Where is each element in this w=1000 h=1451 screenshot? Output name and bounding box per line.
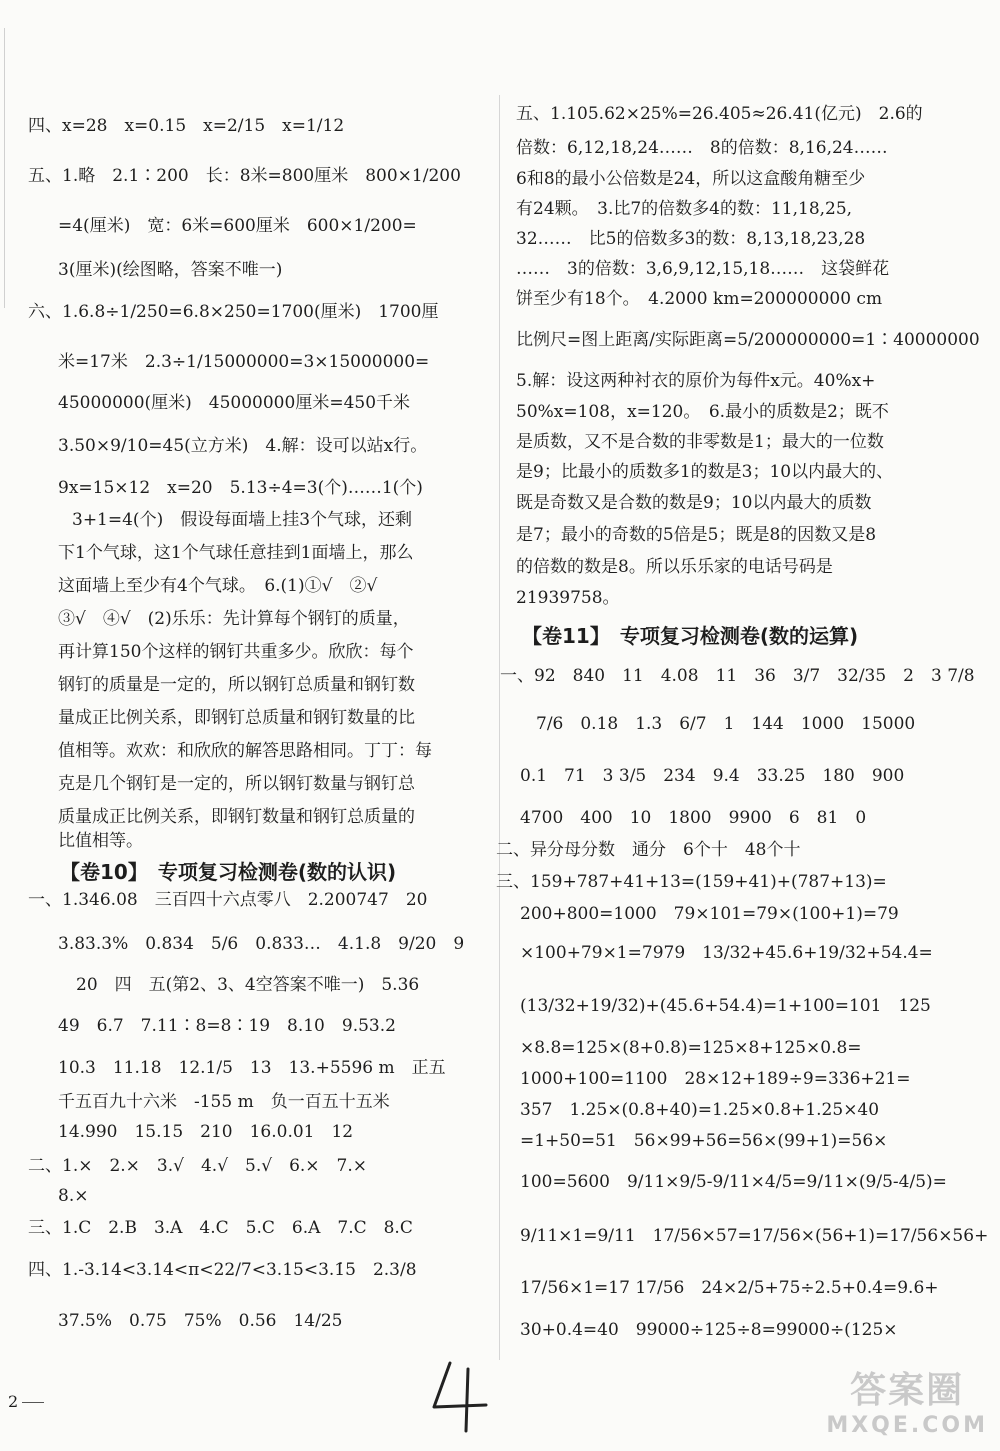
answer-line: 4700 400 10 1800 9900 6 81 0 bbox=[520, 808, 867, 828]
answer-line: =1+50=51 56×99+56=56×(99+1)=56× bbox=[520, 1131, 888, 1151]
answer-line: 四、x=28 x=0.15 x=2/15 x=1/12 bbox=[28, 116, 345, 136]
answer-line: 三、1.C 2.B 3.A 4.C 5.C 6.A 7.C 8.C bbox=[28, 1218, 413, 1238]
answer-line: 三、159+787+41+13=(159+41)+(787+13)= bbox=[496, 872, 887, 892]
answer-line: 50%x=108，x=120。 6.最小的质数是2；既不 bbox=[516, 402, 889, 422]
answer-line: 六、1.6.8÷1/250=6.8×250=1700(厘米) 1700厘 bbox=[28, 302, 439, 322]
answer-line: 0.1 71 3 3/5 234 9.4 33.25 180 900 bbox=[520, 766, 905, 786]
page-number-dash bbox=[22, 1402, 44, 1403]
answer-line: 的倍数的数是8。所以乐乐家的电话号码是 bbox=[516, 557, 833, 577]
answer-line: 200+800=1000 79×101=79×(100+1)=79 bbox=[520, 904, 899, 924]
answer-line: 10.3 11.18 12.1/5 13 13.+5596 m 正五 bbox=[58, 1058, 446, 1078]
answer-line: 5.解：设这两种衬衣的原价为每件x元。40%x+ bbox=[516, 371, 876, 391]
answer-line: 20 四 五(第2、3、4空答案不唯一) 5.36 bbox=[76, 975, 420, 995]
answer-line: 3.83.3% 0.834 5/6 0.833… 4.1.8 9/20 9 bbox=[58, 934, 465, 954]
answer-line: 克是几个钢钉是一定的，所以钢钉数量与钢钉总 bbox=[58, 774, 415, 794]
answer-line: 这面墙上至少有4个气球。 6.(1)①√ ②√ bbox=[58, 576, 378, 596]
answer-line: 49 6.7 7.11∶8=8∶19 8.10 9.53.2 bbox=[58, 1016, 396, 1036]
section-heading-11: 【卷11】 专项复习检测卷(数的运算) bbox=[522, 624, 859, 648]
watermark-text: 答案圈 bbox=[850, 1370, 965, 1411]
answer-line: 是质数，又不是合数的非零数是1；最大的一位数 bbox=[516, 432, 884, 452]
answer-line: 37.5% 0.75 75% 0.56 14/25 bbox=[58, 1311, 343, 1331]
answer-line: =4(厘米) 宽：6米=600厘米 600×1/200= bbox=[58, 216, 417, 236]
watermark-logo bbox=[826, 1362, 988, 1438]
answer-line: ×8.8=125×(8+0.8)=125×8+125×0.8= bbox=[520, 1038, 862, 1058]
answer-line: 9/11×1=9/11 17/56×57=17/56×(56+1)=17/56×56+ bbox=[520, 1226, 989, 1246]
answer-line: …… 3的倍数：3,6,9,12,15,18…… 这袋鲜花 bbox=[516, 259, 890, 279]
answer-line: 6和8的最小公倍数是24，所以这盒酸角糖至少 bbox=[516, 169, 866, 189]
answer-line: 质量成正比例关系，即钢钉数量和钢钉总质量的 bbox=[58, 807, 415, 827]
answer-line: 比值相等。 bbox=[58, 831, 143, 851]
answer-line: 一、1.346.08 三百四十六点零八 2.200747 20 bbox=[28, 890, 428, 910]
page-number: 2 bbox=[8, 1392, 19, 1411]
answer-line: 二、异分母分数 通分 6个十 48个十 bbox=[496, 840, 801, 860]
answer-line: 21939758。 bbox=[516, 588, 620, 608]
answer-line: 是7；最小的奇数的5倍是5；既是8的因数又是8 bbox=[516, 525, 877, 545]
answer-line: 有24颗。 3.比7的倍数多4的数：11,18,25, bbox=[516, 199, 853, 219]
answer-line: 32…… 比5的倍数多3的数：8,13,18,23,28 bbox=[516, 229, 866, 249]
section-heading-10: 【卷10】 专项复习检测卷(数的认识) bbox=[60, 860, 397, 884]
answer-line: 9x=15×12 x=20 5.13÷4=3(个)……1(个) bbox=[58, 478, 423, 498]
answer-line: 既是奇数又是合数的数是9；10以内最大的质数 bbox=[516, 493, 872, 513]
answer-line: 二、1.× 2.× 3.√ 4.√ 5.√ 6.× 7.× bbox=[28, 1156, 368, 1176]
answer-line: 3(厘米)(绘图略，答案不唯一) bbox=[58, 260, 283, 280]
answer-line: (13/32+19/32)+(45.6+54.4)=1+100=101 125 bbox=[520, 996, 931, 1016]
answer-line: 下1个气球，这1个气球任意挂到1面墙上，那么 bbox=[58, 543, 414, 563]
answer-line: 3.50×9/10=45(立方米) 4.解：设可以站x行。 bbox=[58, 436, 428, 456]
answer-line: 量成正比例关系，即钢钉总质量和钢钉数量的比 bbox=[58, 708, 415, 728]
answer-line: 值相等。欢欢：和欣欣的解答思路相同。丁丁：每 bbox=[58, 741, 432, 761]
answer-line: 再计算150个这样的钢钉共重多少。欣欣：每个 bbox=[58, 642, 414, 662]
answer-line: 比例尺=图上距离/实际距离=5/200000000=1∶40000000 bbox=[516, 330, 980, 350]
answer-line: 7/6 0.18 1.3 6/7 1 144 1000 15000 bbox=[536, 714, 916, 734]
answer-line: 千五百九十六米 -155 m 负一百五十五米 bbox=[58, 1092, 390, 1112]
answer-line: 四、1.-3.14<3.14<π<22/7<3.15<3.1̇5 2.3/8 bbox=[28, 1260, 417, 1280]
answer-line: 钢钉的质量是一定的，所以钢钉总质量和钢钉数 bbox=[58, 675, 415, 695]
watermark-url: MXQE.COM bbox=[826, 1413, 988, 1438]
answer-line: 是9；比最小的质数多1的数是3；10以内最大的、 bbox=[516, 462, 894, 482]
answer-line: 14.990 15.15 210 16.0.01 12 bbox=[58, 1122, 354, 1142]
column-divider bbox=[499, 95, 500, 1360]
answer-line: ×100+79×1=7979 13/32+45.6+19/32+54.4= bbox=[520, 943, 933, 963]
answer-line: 1000+100=1100 28×12+189÷9=336+21= bbox=[520, 1069, 911, 1089]
answer-line: 8.× bbox=[58, 1186, 89, 1206]
answer-line: 100=5600 9/11×9/5-9/11×4/5=9/11×(9/5-4/5)= bbox=[520, 1172, 947, 1192]
answer-line: 饼至少有18个。 4.2000 km=200000000 cm bbox=[516, 289, 883, 309]
handwritten-number-mark bbox=[420, 1355, 500, 1435]
answer-line: 357 1.25×(0.8+40)=1.25×0.8+1.25×40 bbox=[520, 1100, 880, 1120]
answer-line: 倍数：6,12,18,24…… 8的倍数：8,16,24…… bbox=[516, 138, 888, 158]
answer-line: ③√ ④√ (2)乐乐：先计算每个钢钉的质量， bbox=[58, 609, 410, 629]
answer-line: 米=17米 2.3÷1/15000000=3×15000000= bbox=[58, 352, 430, 372]
answer-line: 30+0.4=40 99000÷125÷8=99000÷(125× bbox=[520, 1320, 898, 1340]
page-edge-line bbox=[4, 28, 5, 308]
answer-line: 17/56×1=17 17/56 24×2/5+75÷2.5+0.4=9.6+ bbox=[520, 1278, 939, 1298]
answer-line: 一、92 840 11 4.08 11 36 3/7 32/35 2 3 7/8 bbox=[500, 666, 975, 686]
answer-line: 五、1.略 2.1∶200 长：8米=800厘米 800×1/200 bbox=[28, 166, 461, 186]
answer-line: 45000000(厘米) 45000000厘米=450千米 bbox=[58, 393, 411, 413]
answer-line: 3+1=4(个) 假设每面墙上挂3个气球，还剩 bbox=[72, 510, 413, 530]
answer-line: 五、1.105.62×25%=26.405≈26.41(亿元) 2.6的 bbox=[516, 104, 923, 124]
